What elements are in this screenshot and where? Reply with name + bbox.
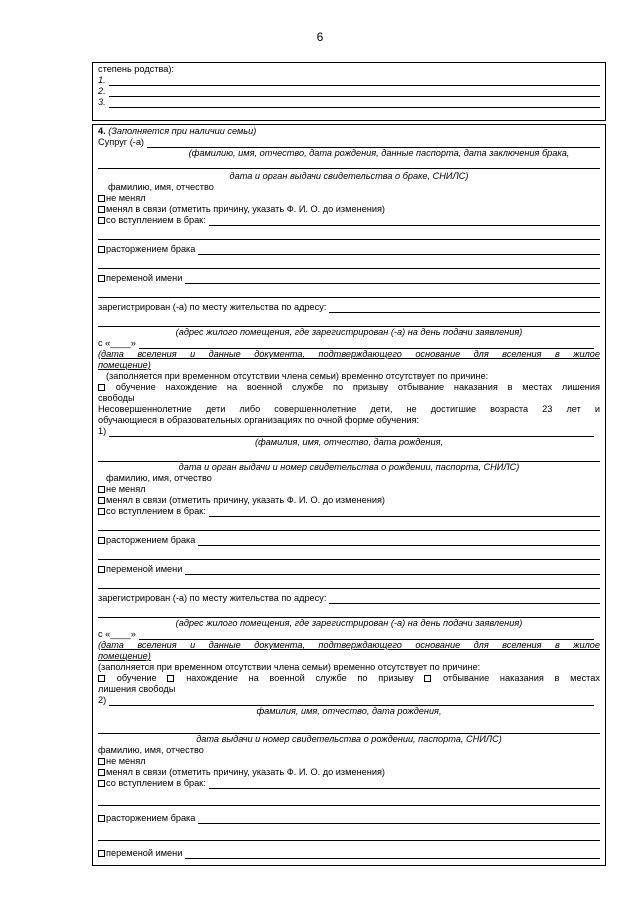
child-since-row[interactable]: с «____» (98, 629, 600, 640)
checkbox-icon[interactable] (98, 275, 105, 282)
kinship-section (92, 62, 606, 121)
kinship-item-2[interactable]: 2. (98, 86, 600, 97)
child-marriage-field[interactable] (209, 507, 600, 517)
checkbox-icon[interactable] (98, 850, 105, 857)
option-marriage[interactable]: со вступлением в брак: (98, 215, 600, 226)
checkbox-icon[interactable] (98, 246, 105, 253)
child-divorce-line-2[interactable] (98, 550, 600, 560)
checkbox-icon[interactable] (98, 497, 105, 504)
child2-divorce-field[interactable] (198, 814, 600, 824)
child-2-field[interactable] (109, 696, 594, 706)
child-doc-caption-2: помещение) (98, 651, 151, 661)
kinship-item-3[interactable]: 3. (98, 97, 600, 108)
checkbox-icon[interactable] (98, 537, 105, 544)
checkbox-icon[interactable] (167, 675, 174, 682)
address-caption: (адрес жилого помещения, где зарегистрирован (-а) на день подачи заявления) (175, 327, 523, 337)
marriage-field[interactable] (209, 216, 600, 226)
child-absent-note: (заполняется при временном отсутствии члена семьи) временно отсутствует по причине: (98, 662, 481, 672)
since-row[interactable]: с «____» (98, 338, 600, 349)
child-address-caption: (адрес жилого помещения, где зарегистрирован (-а) на день подачи заявления) (175, 618, 523, 628)
registered-row[interactable]: зарегистрирован (-а) по месту жительства по адресу: (98, 302, 600, 313)
spouse-label: Супруг (-а) (98, 137, 144, 147)
child-address-line-2[interactable] (98, 608, 600, 618)
child-1-field[interactable] (109, 427, 594, 437)
child-option-name-change[interactable]: переменой имени (98, 564, 600, 575)
child-registered-row[interactable]: зарегистрирован (-а) по месту жительства по адресу: (98, 593, 600, 604)
children-text-1: Несовершеннолетние дети либо совершеннолетние дети, не достигшие возраста 23 лет и (98, 404, 600, 414)
checkbox-icon[interactable] (98, 566, 105, 573)
divorce-field[interactable] (198, 245, 600, 255)
absent-reasons[interactable]: обучение нахождение на военной службе по призыву отбывание наказания в местах лишения (98, 382, 600, 393)
checkbox-icon[interactable] (98, 758, 105, 765)
spouse-row[interactable] (98, 137, 600, 148)
fio-label-2: фамилию, имя, отчество (106, 473, 212, 483)
checkbox-icon[interactable] (98, 217, 105, 224)
kinship-label-row (98, 64, 600, 75)
checkbox-icon[interactable] (98, 508, 105, 515)
since-field[interactable] (139, 339, 594, 349)
section-note: (Заполняется при наличии семьи) (108, 126, 257, 136)
child-name-change-field[interactable] (185, 565, 600, 575)
absent-reasons-end: свободы (98, 393, 135, 403)
child-option-marriage[interactable]: со вступлением в брак: (98, 506, 600, 517)
kinship-label: степень родства): (98, 64, 174, 74)
child-since-field[interactable] (139, 630, 594, 640)
kinship-line-1[interactable] (109, 76, 600, 86)
child-2-line-2[interactable] (98, 724, 600, 734)
child2-option-marriage[interactable]: со вступлением в брак: (98, 778, 600, 789)
spouse-field[interactable] (147, 138, 600, 148)
kinship-item-1[interactable]: 1. (98, 75, 600, 86)
child2-caption-1: фамилия, имя, отчество, дата рождения, (256, 706, 442, 716)
checkbox-icon[interactable] (98, 195, 105, 202)
address-field[interactable] (329, 303, 600, 313)
fio-label: фамилию, имя, отчество (108, 182, 214, 192)
child2-marriage-line-2[interactable] (98, 796, 600, 806)
page-number: 6 (316, 30, 324, 44)
child2-marriage-field[interactable] (209, 779, 600, 789)
child-caption-1: (фамилия, имя, отчество, дата рождения, (254, 437, 444, 447)
checkbox-icon[interactable] (424, 675, 431, 682)
child2-name-change-field[interactable] (185, 849, 600, 859)
child2-caption-2: дата выдачи и номер свидетельства о рождении, паспорта, СНИЛС) (196, 734, 502, 744)
spouse-caption-2: дата и орган выдачи свидетельства о браке, СНИЛС) (229, 171, 469, 181)
checkbox-icon[interactable] (98, 486, 105, 493)
child-absent-reasons[interactable]: обучение нахождение на военной службе по призыву отбывание наказания в местах (98, 673, 600, 684)
checkbox-icon[interactable] (98, 769, 105, 776)
checkbox-icon[interactable] (98, 384, 105, 391)
fio-label-3: фамилию, имя, отчество (98, 745, 204, 755)
child-option-changed[interactable]: менял в связи (отметить причину, указать Ф. И. О. до изменения) (98, 495, 600, 506)
name-change-line-2[interactable] (98, 288, 600, 298)
child2-option-changed[interactable]: менял в связи (отметить причину, указать Ф. И. О. до изменения) (98, 767, 600, 778)
doc-caption-1: (дата вселения и данные документа, подтверждающего основание для вселения в жилое (98, 349, 600, 359)
child-2-row[interactable]: 2) (98, 695, 600, 706)
spouse-line-2[interactable] (98, 159, 600, 169)
child-option-not-changed[interactable]: не менял (98, 484, 600, 495)
marriage-line-2[interactable] (98, 230, 600, 240)
child-1-line-2[interactable] (98, 452, 600, 462)
child-doc-caption-1: (дата вселения и данные документа, подтверждающего основание для вселения в жилое (98, 640, 600, 650)
doc-caption-2: помещение) (98, 360, 151, 370)
child2-option-name-change[interactable]: переменой имени (98, 848, 600, 859)
kinship-line-3[interactable] (109, 98, 600, 108)
option-name-change[interactable]: переменой имени (98, 273, 600, 284)
name-change-field[interactable] (185, 274, 600, 284)
child-caption-2: дата и орган выдачи и номер свидетельства о рождении, паспорта, СНИЛС) (178, 462, 520, 472)
child-absent-reasons-end: лишения свободы (98, 684, 176, 694)
family-section (92, 124, 606, 866)
child2-option-not-changed[interactable]: не менял (98, 756, 600, 767)
child-marriage-line-2[interactable] (98, 521, 600, 531)
child2-option-divorce[interactable]: расторжением брака (98, 813, 600, 824)
option-not-changed[interactable]: не менял (98, 193, 600, 204)
checkbox-icon[interactable] (98, 675, 105, 682)
child-1-row[interactable]: 1) (98, 426, 600, 437)
child-address-field[interactable] (329, 594, 600, 604)
section-4-header (98, 126, 600, 137)
checkbox-icon[interactable] (98, 780, 105, 787)
option-divorce[interactable]: расторжением брака (98, 244, 600, 255)
absent-note: (заполняется при временном отсутствии члена семьи) временно отсутствует по причине: (106, 371, 489, 381)
checkbox-icon[interactable] (98, 206, 105, 213)
children-text-2: обучающиеся в образовательных организациях по очной форме обучения: (98, 415, 420, 425)
child-option-divorce[interactable]: расторжением брака (98, 535, 600, 546)
address-line-2[interactable] (98, 317, 600, 327)
child-name-change-line-2[interactable] (98, 579, 600, 589)
checkbox-icon[interactable] (98, 815, 105, 822)
spouse-caption-1: (фамилию, имя, отчество, дата рождения, данные паспорта, дата заключения брака, (188, 148, 570, 158)
child2-divorce-line-2[interactable] (98, 831, 600, 841)
divorce-line-2[interactable] (98, 259, 600, 269)
option-changed[interactable]: менял в связи (отметить причину, указать Ф. И. О. до изменения) (98, 204, 600, 215)
kinship-line-2[interactable] (109, 87, 600, 97)
child-divorce-field[interactable] (198, 536, 600, 546)
section-number: 4. (98, 126, 106, 136)
